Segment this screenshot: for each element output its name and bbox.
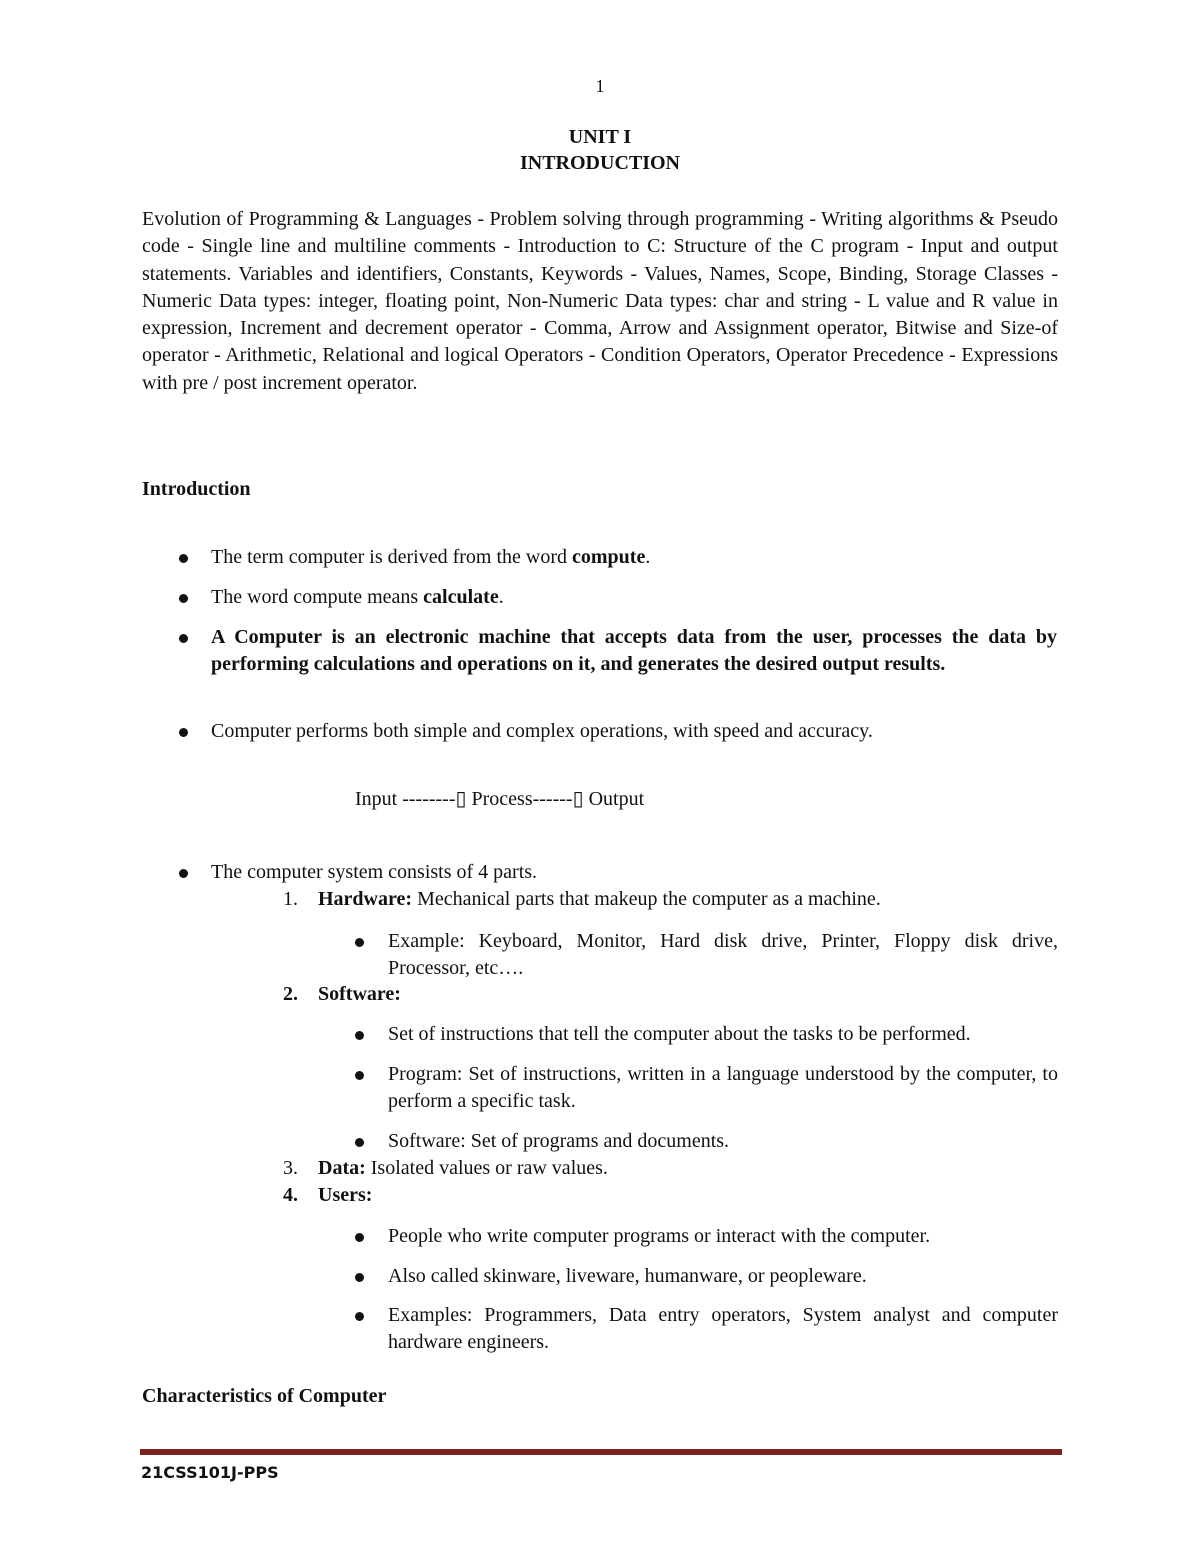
bullet-dot-icon (355, 1233, 364, 1242)
syllabus-paragraph: Evolution of Programming & Languages - Problem solving through programming - Writing algorithms & Pseudo code - Single line and multiline comments - Introduction to C: Structure of the C program - Input and output statements. Variables and identifiers, Constants, Keywords - Values, Names, Scope, Binding, Storage Classes - Numeric Data types: integer, floating point, Non-Numeric Data types: char and string - L value and R value in expression, Increment and decrement operator - Comma, Arrow and Assignment operator, Bitwise and Size-of operator - Arithmetic, Relational and logical Operators - Condition Operators, Operator Precedence - Expressions with pre / post increment operator. (142, 208, 1058, 394)
bullet-dot-icon (355, 938, 364, 947)
introduction-heading: Introduction (142, 478, 251, 500)
document-page: 1 UNIT I INTRODUCTION Evolution of Programming & Languages - Problem solving through programming - Writing algorithms & Pseudo code - Single line and multiline comments - Introduction to C: Structure of the C program - Input and output statements. Variables and identifiers, Constants, Keywords - Values, Names, Scope, Binding, Storage Classes - Numeric Data types: integer, floating point, Non-Numeric Data types: char and string - L value and R value in expression, Increment and decrement operator - Comma, Arrow and Assignment operator, Bitwise and Size-of operator - Arithmetic, Relational and logical Operators - Condition Operators, Operator Precedence - Expressions with pre / post increment operator. Introduction The term computer is derived from the word compute. The word compute means calculate. A Computer is an electronic machine that accepts data from the user, processes the data by performing calculations and operations on it, and generates the desired output results. Computer performs both simple and complex operations, with speed and accuracy. Input --------▯ Process------▯ Output The computer system consists of 4 parts. 1. Hardware: Mechanical parts that makeup the computer as a machine. Example: Keyboard, Monitor, Hard disk drive, Printer, Floppy disk drive, Processor, etc…. 2. Software: Set of instructions that tell the computer about the tasks to be performed. Program: Set of instructions, written in a language understood by the computer, to perform a specific task. Software: Set of programs and documents. 3. Data: Isolated values or raw values. 4. Users: People who write computer programs or interact with the computer. Also called skinware, liveware, humanware, or peopleware. Examples: Programmers, Data entry operators, System analyst and computer hardware engineers. Characteristics of Computer 21CSS101J-PPS (0, 0, 1200, 1553)
unit-subtitle: INTRODUCTION (519, 152, 681, 174)
bullet-dot-icon (355, 1312, 364, 1321)
bullet-dot-icon (179, 728, 188, 737)
bullet-dot-icon (179, 869, 188, 878)
bullet-dot-icon (179, 554, 188, 563)
footer-course-code: 21CSS101J-PPS (141, 1463, 279, 1482)
footer-rule (140, 1449, 1062, 1455)
bullet-dot-icon (355, 1273, 364, 1282)
input-process-output-line: Input --------▯ Process------▯ Output (355, 788, 645, 810)
bullet-dot-icon (179, 634, 188, 643)
bullet-dot-icon (179, 594, 188, 603)
bullet-dot-icon (355, 1071, 364, 1080)
bullet-dot-icon (355, 1138, 364, 1147)
characteristics-heading: Characteristics of Computer (142, 1385, 387, 1407)
page-number: 1 (595, 76, 605, 96)
bullet-dot-icon (355, 1031, 364, 1040)
unit-title: UNIT I (568, 126, 632, 148)
